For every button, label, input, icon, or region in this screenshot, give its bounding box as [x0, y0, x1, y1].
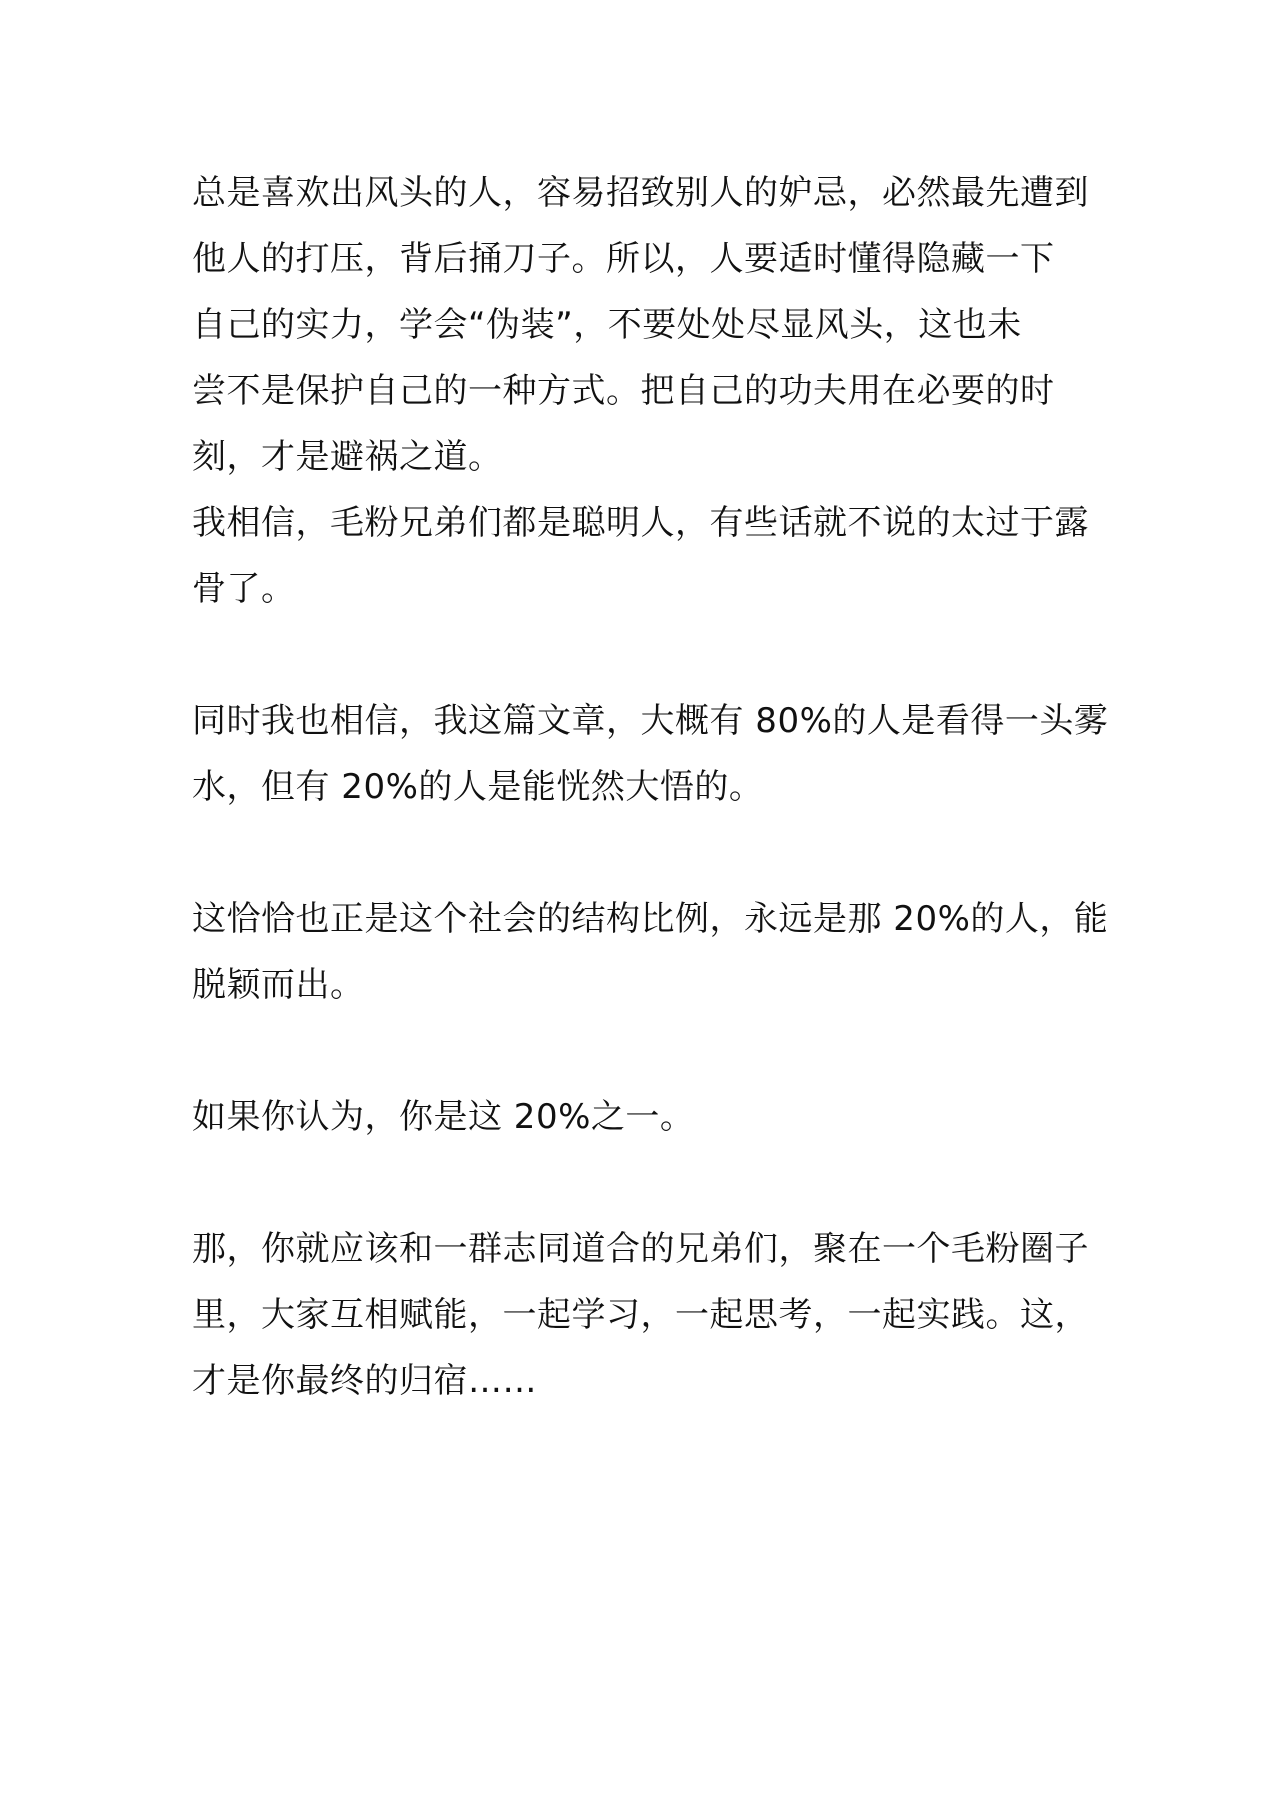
paragraph-gap: [192, 820, 1092, 886]
text-line: 脱颖而出。: [192, 965, 365, 1005]
text-line: 我相信，毛粉兄弟们都是聪明人，有些话就不说的太过于露: [192, 503, 1089, 543]
paragraph-gap: [192, 1150, 1092, 1216]
text-line: 刻，才是避祸之道。: [192, 437, 503, 477]
text-line: 才是你最终的归宿……: [192, 1361, 537, 1401]
text-line: 总是喜欢出风头的人，容易招致别人的妒忌，必然最先遭到: [192, 173, 1089, 213]
text-line: 尝不是保护自己的一种方式。把自己的功夫用在必要的时: [192, 371, 1055, 411]
text-line: 同时我也相信，我这篇文章，大概有 80%的人是看得一头雾: [192, 701, 1109, 741]
text-line: 那，你就应该和一群志同道合的兄弟们，聚在一个毛粉圈子: [192, 1229, 1089, 1269]
text-line: 他人的打压，背后捅刀子。所以，人要适时懂得隐藏一下: [192, 239, 1055, 279]
text-line: 里，大家互相赋能，一起学习，一起思考，一起实践。这，: [192, 1295, 1089, 1335]
text-line: 这恰恰也正是这个社会的结构比例，永远是那 20%的人，能: [192, 899, 1109, 939]
paragraph-gap: [192, 1018, 1092, 1084]
paragraph-gap: [192, 622, 1092, 688]
document-body: [192, 160, 1109, 1414]
text-line: 骨了。: [192, 569, 296, 609]
text-line: 自己的实力，学会“伪装”，不要处处尽显风头，这也未: [192, 305, 1022, 345]
text-line: 如果你认为，你是这 20%之一。: [192, 1097, 695, 1137]
text-line: 水，但有 20%的人是能恍然大悟的。: [192, 767, 764, 807]
